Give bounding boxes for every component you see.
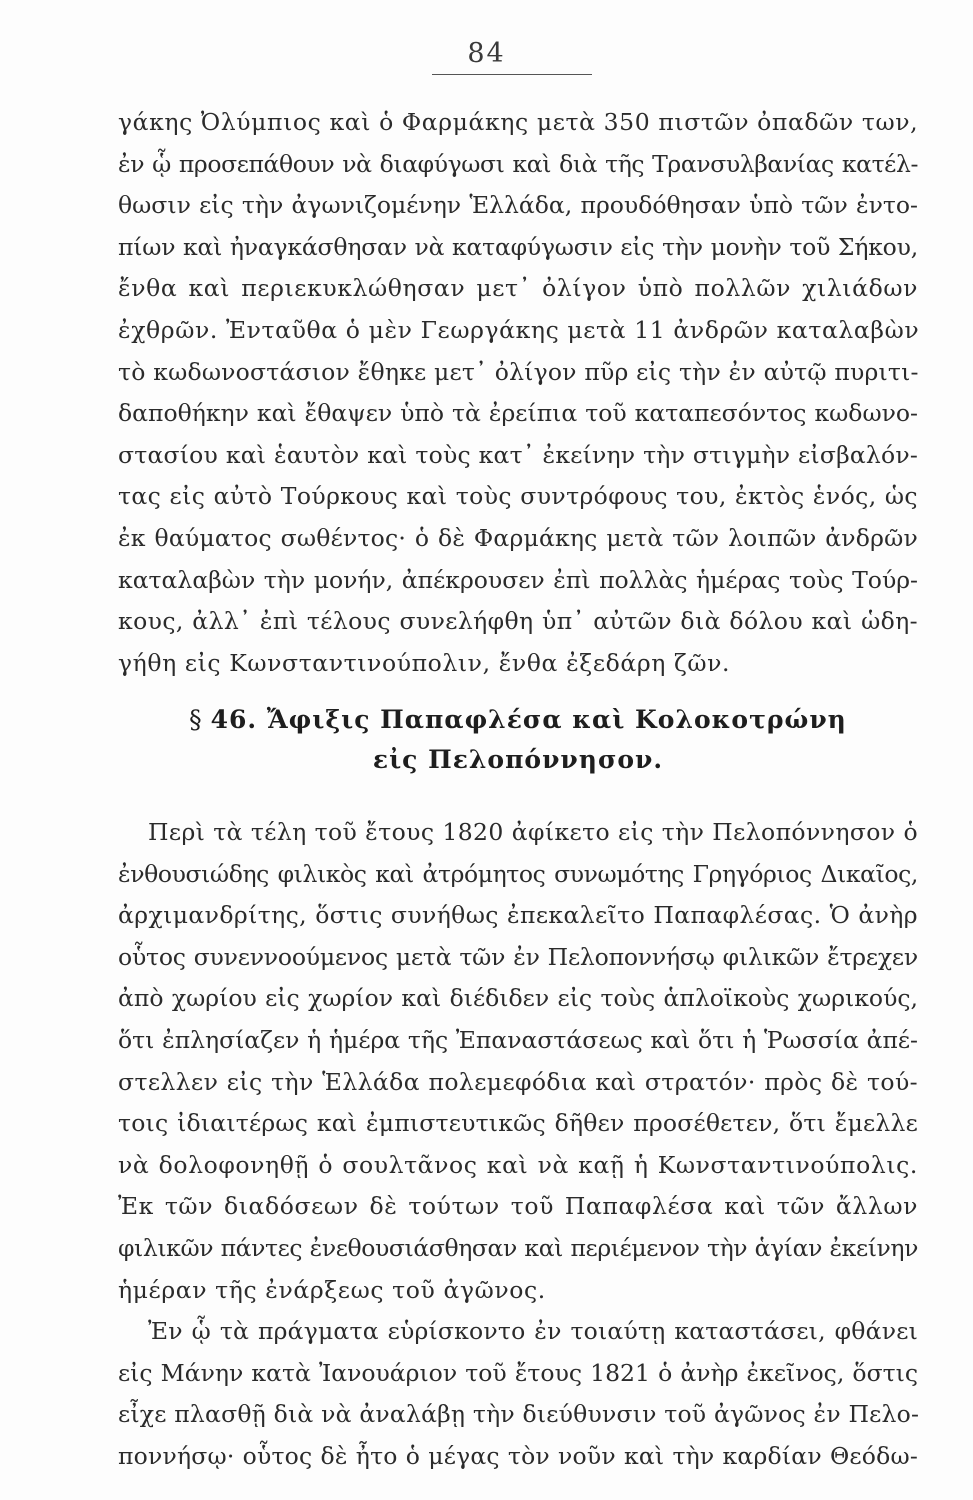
text-line: Ἐν ᾧ τὰ πράγματα εὑρίσκοντο ἐν τοιαύτῃ καταστάσει, φθάνει — [148, 1317, 918, 1346]
text-line: νὰ δολοφονηθῇ ὁ σουλτᾶνος καὶ νὰ καῇ ἡ Κωνσταντινούπολις. — [118, 1150, 918, 1179]
text-line: ἐχθρῶν. Ἐνταῦθα ὁ μὲν Γεωργάκης μετὰ 11 ἀνδρῶν καταλαβὼν — [118, 315, 920, 344]
text-line: ἀπὸ χωρίου εἰς χωρίον καὶ διέδιδεν εἰς τοὺς ἁπλοϊκοὺς χωρικούς, — [118, 984, 918, 1013]
text-line: ὅτι ἐπλησίαζεν ἡ ἡμέρα τῆς Ἐπαναστάσεως καὶ ὅτι ἡ Ῥωσσία ἀπέ- — [118, 1025, 918, 1054]
text-line: δαποθήκην καὶ ἔθαψεν ὑπὸ τὰ ἐρείπια τοῦ καταπεσόντος κωδωνο- — [118, 399, 918, 428]
text-line: ἔνθα καὶ περιεκυκλώθησαν μετ᾽ ὀλίγον ὑπὸ πολλῶν χιλιάδων — [118, 274, 918, 303]
text-line: γάκης Ὀλύμπιος καὶ ὁ Φαρμάκης μετὰ 350 πιστῶν ὀπαδῶν των, — [118, 108, 919, 136]
page-number: 84 — [467, 38, 506, 69]
text-line: εἶχε πλασθῇ διὰ νὰ ἀναλάβῃ τὴν διεύθυνσιν τοῦ ἀγῶνος ἐν Πελο- — [118, 1400, 920, 1429]
text-line: Ἐκ τῶν διαδόσεων δὲ τούτων τοῦ Παπαφλέσα καὶ τῶν ἄλλων — [118, 1192, 918, 1221]
text-line: οὗτος συνεννοούμενος μετὰ τῶν ἐν Πελοποννήσῳ φιλικῶν ἔτρεχεν — [118, 942, 918, 971]
paragraph-2 — [118, 812, 918, 1478]
text-line: ἐκ θαύματος σωθέντος· ὁ δὲ Φαρμάκης μετὰ τῶν λοιπῶν ἀνδρῶν — [118, 523, 918, 552]
text-line: τὸ κωδωνοστάσιον ἔθηκε μετ᾽ ὀλίγον πῦρ εἰς τὴν ἐν αὐτῷ πυριτι- — [118, 357, 919, 386]
section-mark: § — [189, 705, 203, 734]
header-rule — [432, 74, 592, 75]
paragraph-1 — [118, 102, 918, 684]
text-line: πίων καὶ ἠναγκάσθησαν νὰ καταφύγωσιν εἰς τὴν μονὴν τοῦ Σήκου, — [118, 232, 918, 261]
section-title-line-2: εἰς Πελοπόννησον. — [372, 745, 664, 774]
text-line: τοις ἰδιαιτέρως καὶ ἐμπιστευτικῶς δῆθεν προσέθετεν, ὅτι ἔμελλε — [118, 1109, 918, 1138]
section-number: 46. — [210, 705, 258, 734]
text-line: εἰς Μάνην κατὰ Ἰανουάριον τοῦ ἔτους 1821 ὁ ἀνὴρ ἐκεῖνος, ὅστις — [118, 1358, 918, 1387]
text-line: Περὶ τὰ τέλη τοῦ ἔτους 1820 ἀφίκετο εἰς τὴν Πελοπόννησον ὁ — [148, 818, 918, 846]
text-line: γήθη εἰς Κωνσταντινούπολιν, ἔνθα ἐξεδάρη ζῶν. — [118, 648, 731, 677]
text-line: ποννήσῳ· οὗτος δὲ ἦτο ὁ μέγας τὸν νοῦν καὶ τὴν καρδίαν Θεόδω- — [118, 1441, 918, 1470]
section-heading-line-1 — [118, 700, 918, 740]
text-line: στασίου καὶ ἑαυτὸν καὶ τοὺς κατ᾽ ἐκείνην τὴν στιγμὴν εἰσβαλόν- — [118, 440, 918, 469]
section-title-line-1: Ἄφιξις Παπαφλέσα καὶ Κολοκοτρώνη — [266, 705, 847, 734]
text-line: τας εἰς αὐτὸ Τούρκους καὶ τοὺς συντρόφους του, ἐκτὸς ἑνός, ὡς — [118, 482, 918, 511]
text-line: στελλεν εἰς τὴν Ἑλλάδα πολεμεφόδια καὶ στρατόν· πρὸς δὲ τού- — [118, 1067, 918, 1096]
text-line: ἐν ᾧ προσεπάθουν νὰ διαφύγωσι καὶ διὰ τῆς Τρανσυλβανίας κατέλ- — [118, 149, 918, 178]
text-line: ἡμέραν τῆς ἐνάρξεως τοῦ ἀγῶνος. — [118, 1275, 546, 1304]
text-line: ἀρχιμανδρίτης, ὅστις συνήθως ἐπεκαλεῖτο Παπαφλέσας. Ὁ ἀνὴρ — [118, 901, 918, 930]
text-line: κους, ἀλλ᾽ ἐπὶ τέλους συνελήφθη ὑπ᾽ αὐτῶν διὰ δόλου καὶ ὡδη- — [118, 607, 918, 636]
text-line: φιλικῶν πάντες ἐνεθουσιάσθησαν καὶ περιέμενον τὴν ἁγίαν ἐκείνην — [118, 1233, 918, 1262]
text-line: θωσιν εἰς τὴν ἀγωνιζομένην Ἑλλάδα, προυδόθησαν ὑπὸ τῶν ἐντο- — [118, 191, 918, 220]
text-line: καταλαβὼν τὴν μονήν, ἀπέκρουσεν ἐπὶ πολλὰς ἡμέρας τοὺς Τούρ- — [118, 565, 918, 594]
text-line: ἐνθουσιώδης φιλικὸς καὶ ἀτρόμητος συνωμότης Γρηγόριος Δικαῖος, — [118, 859, 918, 888]
section-heading — [118, 700, 918, 780]
